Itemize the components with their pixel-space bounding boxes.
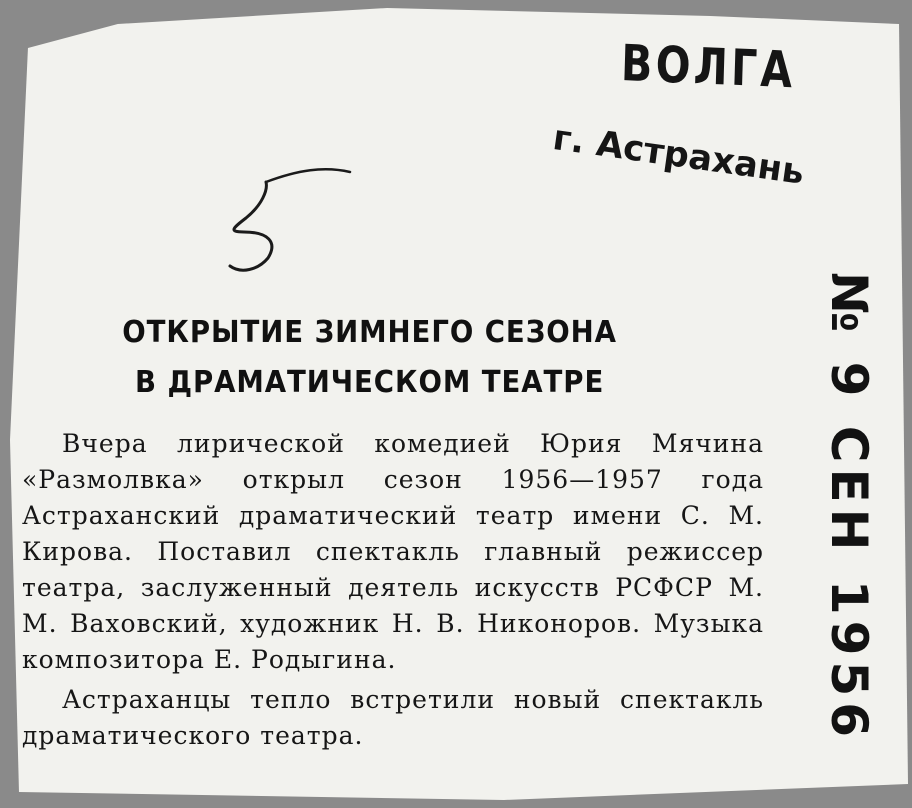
headline-line-2: В ДРАМАТИЧЕСКОМ ТЕАТРЕ xyxy=(134,365,605,400)
newspaper-name-stamp: ВОЛГА xyxy=(620,34,797,100)
handwritten-number-mark xyxy=(210,150,360,280)
date-stamp: № 9 СЕН 1956 xyxy=(820,272,878,744)
article-headline xyxy=(112,308,627,408)
article-paragraph-1: Вчера лирической комедией Юрия Мячина «Размолвка» открыл сезон 1956—1957 года Астраханский драматический театр имени С. М. Кирова. Поставил спектакль главный режиссер театра, заслуженный деятель искусств РСФСР М. М. Ваховский, художник Н. В. Никоноров. Музыка композитора Е. Родыгина. xyxy=(22,429,764,674)
city-stamp: г. Астрахань xyxy=(550,118,807,193)
article-paragraph-2: Астраханцы тепло встретили новый спектакль драматического театра. xyxy=(22,685,764,750)
headline-line-1: ОТКРЫТИЕ ЗИМНЕГО СЕЗОНА xyxy=(122,315,617,350)
article-body xyxy=(22,426,764,754)
